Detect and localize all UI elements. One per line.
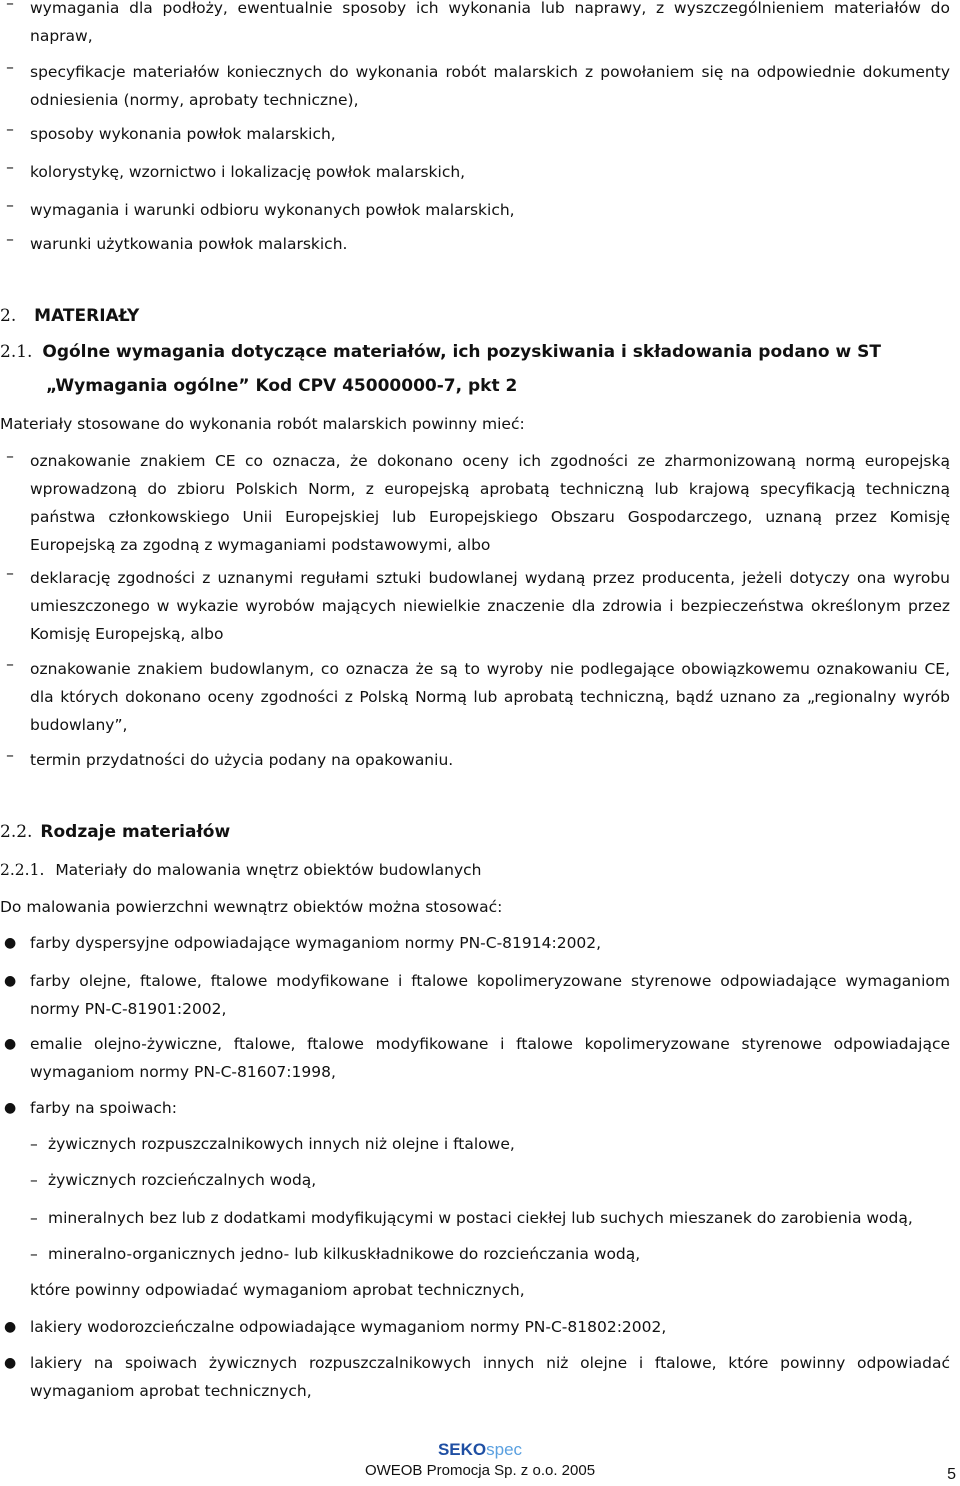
list-item: ● lakiery na spoiwach żywicznych rozpuszczalnikowych innych niż olejne i ftalowe, które powinny odpowiadać wymaganiom aprobat technicznych,	[0, 1349, 950, 1405]
paragraph: Do malowania powierzchni wewnątrz obiektów można stosować:	[0, 898, 503, 916]
subsection-heading-line2: „Wymagania ogólne” Kod CPV 45000000-7, pkt 2	[46, 376, 518, 396]
dash-bullet: –	[30, 1209, 38, 1227]
list-item: – termin przydatności do użycia podany na opakowaniu.	[0, 746, 950, 774]
footer-logo: SEKOspec	[437, 1440, 523, 1459]
dash-bullet: –	[6, 0, 14, 12]
dash-bullet: –	[30, 1245, 38, 1263]
dash-bullet: –	[6, 447, 14, 465]
bullet-dot: ●	[4, 1319, 17, 1335]
sub-list-item: – mineralno-organicznych jedno- lub kilkuskładnikowe do rozcieńczania wodą,	[30, 1240, 950, 1268]
list-item: ● emalie olejno-żywiczne, ftalowe, ftalowe modyfikowane i ftalowe kopolimeryzowane styrenowe odpowiadające wymaganiom normy PN-C-81607:1998,	[0, 1030, 950, 1086]
dash-bullet: –	[30, 1135, 38, 1153]
paragraph: które powinny odpowiadać wymaganiom aprobat technicznych,	[30, 1281, 525, 1299]
list-item: – deklarację zgodności z uznanymi regułami sztuki budowlanej wydaną przez producenta, jeżeli dotyczy ona wyrobu umieszczonego w wykazie wyrobów mających niewielkie znaczenie dla zdrowia i bezpieczeństwa określonym przez Komisję Europejską, albo	[0, 564, 950, 648]
list-item: ● farby na spoiwach:	[0, 1094, 950, 1122]
dash-bullet: –	[6, 120, 14, 138]
subsubsection-heading: 2.2.1. Materiały do malowania wnętrz obiektów budowlanych	[0, 861, 482, 879]
bullet-dot: ●	[4, 1100, 17, 1116]
dash-bullet: –	[30, 1171, 38, 1189]
dash-bullet: –	[6, 196, 14, 214]
paragraph: Materiały stosowane do wykonania robót malarskich powinny mieć:	[0, 415, 525, 433]
bullet-dot: ●	[4, 1355, 17, 1371]
list-item: ● farby olejne, ftalowe, ftalowe modyfikowane i ftalowe kopolimeryzowane styrenowe odpowiadające wymaganiom normy PN-C-81901:2002,	[0, 967, 950, 1023]
dash-bullet: –	[6, 230, 14, 248]
subsection-heading: 2.1. Ogólne wymagania dotyczące materiałów, ich pozyskiwania i składowania podano w ST	[0, 342, 881, 362]
dash-bullet: –	[6, 655, 14, 673]
dash-bullet: –	[6, 58, 14, 76]
list-item: – sposoby wykonania powłok malarskich,	[0, 120, 950, 148]
section-heading: 2. MATERIAŁY	[0, 306, 140, 326]
list-item: – oznakowanie znakiem budowlanym, co oznacza że są to wyroby nie podlegające obowiązkowemu oznakowaniu CE, dla których dokonano oceny zgodności z Polską Normą lub aprobatą techniczną, bądź uznano za „regionalny wyrób budowlany”,	[0, 655, 950, 739]
list-item: ● farby dyspersyjne odpowiadające wymaganiom normy PN-C-81914:2002,	[0, 929, 950, 957]
list-item: – wymagania i warunki odbioru wykonanych powłok malarskich,	[0, 196, 950, 224]
list-item: – oznakowanie znakiem CE co oznacza, że dokonano oceny ich zgodności ze zharmonizowaną normą europejską wprowadzoną do zbioru Polskich Norm, z europejską aprobatą techniczną lub krajową specyfikacją techniczną państwa członkowskiego Unii Europejskiej lub Europejskiego Obszaru Gospodarczego, uznaną przez Komisję Europejską za zgodną z wymaganiami podstawowymi, albo	[0, 447, 950, 559]
sub-list-item: – mineralnych bez lub z dodatkami modyfikującymi w postaci ciekłej lub suchych mieszanek do zarobienia wodą,	[30, 1204, 950, 1232]
footer-text: OWEOB Promocja Sp. z o.o. 2005	[364, 1462, 596, 1479]
list-item: ● lakiery wodorozcieńczalne odpowiadające wymaganiom normy PN-C-81802:2002,	[0, 1313, 950, 1341]
list-item: – warunki użytkowania powłok malarskich.	[0, 230, 950, 258]
bullet-dot: ●	[4, 1036, 17, 1052]
dash-bullet: –	[6, 746, 14, 764]
bullet-dot: ●	[4, 935, 17, 951]
page-number: 5	[947, 1466, 956, 1483]
bullet-dot: ●	[4, 973, 17, 989]
sub-list-item: – żywicznych rozpuszczalnikowych innych niż olejne i ftalowe,	[30, 1130, 950, 1158]
list-item: – wymagania dla podłoży, ewentualnie sposoby ich wykonania lub naprawy, z wyszczególnieniem materiałów do napraw,	[0, 0, 950, 50]
list-item: – specyfikacje materiałów koniecznych do wykonania robót malarskich z powołaniem się na odpowiednie dokumenty odniesienia (normy, aprobaty techniczne),	[0, 58, 950, 114]
dash-bullet: –	[6, 564, 14, 582]
subsection-heading: 2.2. Rodzaje materiałów	[0, 822, 231, 842]
sub-list-item: – żywicznych rozcieńczalnych wodą,	[30, 1166, 950, 1194]
list-item: – kolorystykę, wzornictwo i lokalizację powłok malarskich,	[0, 158, 950, 186]
dash-bullet: –	[6, 158, 14, 176]
